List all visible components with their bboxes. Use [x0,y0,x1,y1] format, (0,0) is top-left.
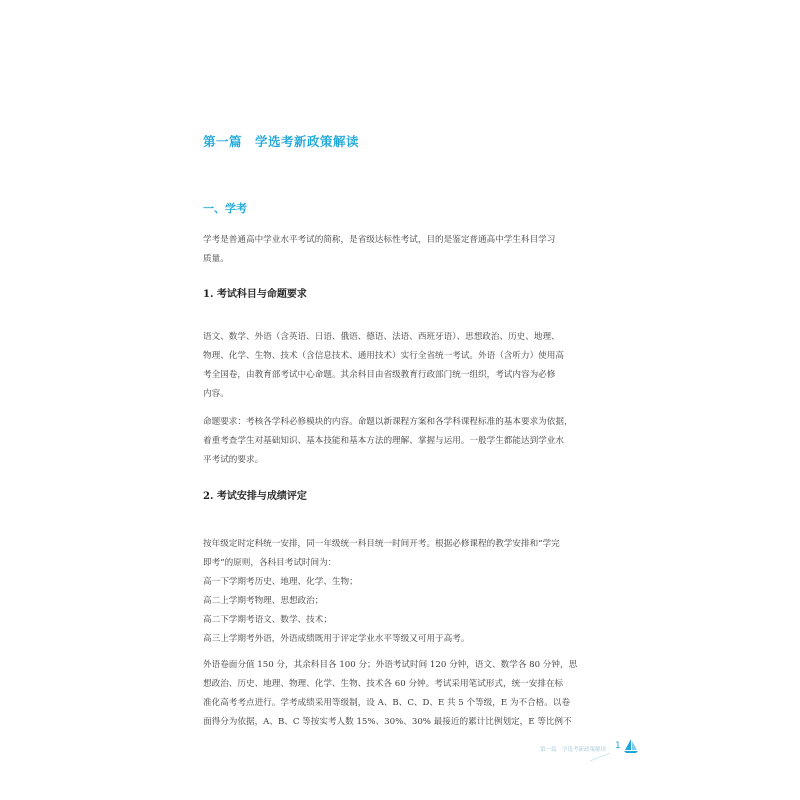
subheading-exam-subjects: 1. 考试科目与命题要求 [203,289,307,300]
footer-running-title: 第一篇 学选考新政策解读 [540,747,607,753]
text-line: 想政治、历史、地理、物理、化学、生物、技术各 60 分钟。考试采用笔试形式，统一安排在标 [203,679,564,689]
requirements-paragraph [203,413,613,470]
text-line: 学考是普通高中学业水平考试的简称，是省级达标性考试，目的是鉴定普通高中学生科目学习 [203,235,556,245]
text-line: 内容。 [203,389,229,399]
intro-paragraph [203,231,613,269]
sailboat-icon [623,738,639,754]
text-line: 考全国卷，由教育部考试中心命题。其余科目由省级教育行政部门统一组织，考试内容为必修 [203,370,556,380]
chapter-title: 第一篇 学选考新政策解读 [203,134,360,149]
schedule-paragraph [203,535,613,649]
text-line: 命题要求：考核各学科必修模块的内容。命题以新课程方案和各学科课程标准的基本要求为依据， [203,417,573,427]
text-line: 语文、数学、外语（含英语、日语、俄语、德语、法语、西班牙语）、思想政治、历史、地理、 [203,332,560,342]
subjects-paragraph [203,328,613,404]
text-line: 平考试的要求。 [203,455,264,465]
page-number: 1 [615,741,621,751]
footer-decoration-line [590,752,610,762]
scoring-paragraph [203,656,613,732]
text-line: 准化高考考点进行。学考成绩采用等级制，设 A、B、C、D、E 共 5 个等级，E 为不合格。以卷 [203,698,571,708]
text-line: 物理、化学、生物、技术（含信息技术、通用技术）实行全省统一考试。外语（含听力）使用高 [203,351,564,361]
text-line: 面得分为依据，A、B、C 等按实考人数 15%、30%、30% 最接近的累计比例划定，E 等比例不 [203,717,572,727]
text-line: 高三上学期考外语，外语成绩既用于评定学业水平等级又可用于高考。 [203,634,470,644]
text-line: 质量。 [203,254,229,264]
text-line: 高二下学期考语文、数学、技术； [203,615,332,625]
text-line: 高二上学期考物理、思想政治； [203,596,324,606]
text-line: 按年级定时定科统一安排，同一年级统一科目统一时间开考。根据必修课程的教学安排和“学完 [203,539,560,549]
text-line: 外语卷面分值 150 分，其余科目各 100 分；外语考试时间 120 分钟，语文、数学各 80 分钟，思 [203,660,578,670]
text-line: 着重考查学生对基础知识、基本技能和基本方法的理解、掌握与运用。一般学生都能达到学业水 [203,436,564,446]
text-line: 高一下学期考历史、地理、化学、生物； [203,577,358,587]
text-line: 即考”的原则，各科目考试时间为： [203,558,337,568]
section-title: 一、学考 [203,202,247,215]
subheading-exam-arrangement: 2. 考试安排与成绩评定 [203,491,307,502]
